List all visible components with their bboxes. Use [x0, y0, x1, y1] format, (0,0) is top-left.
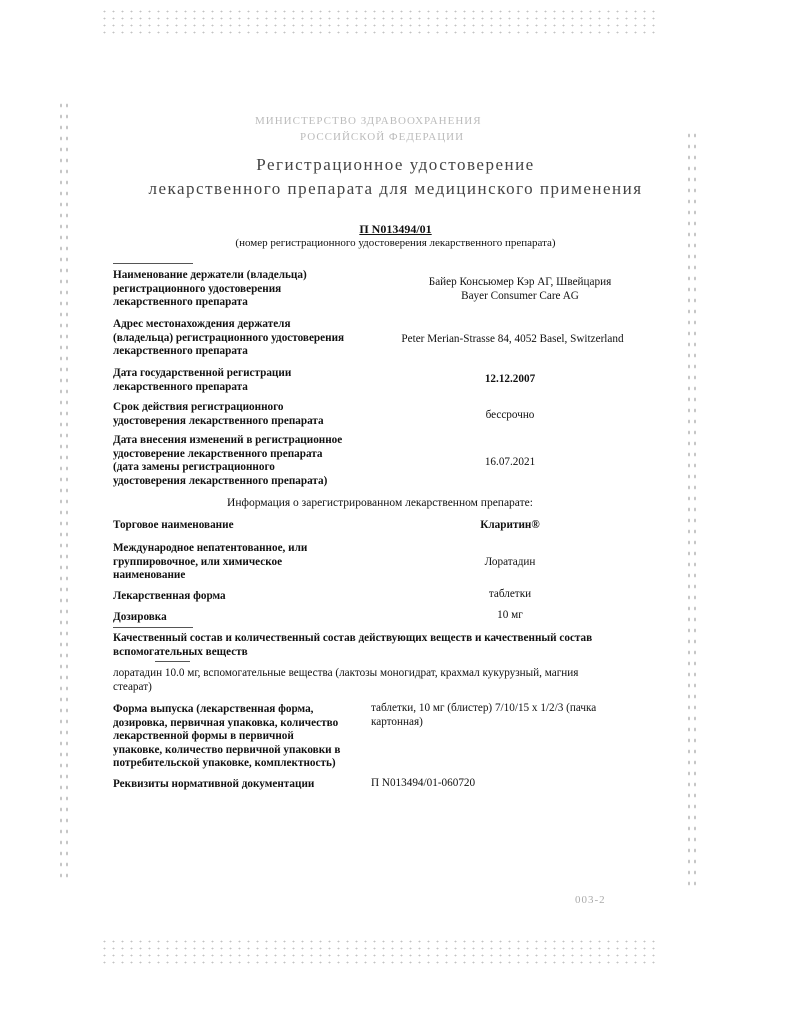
holder-label: Наименование держатели (владельца) регистрационного удостоверения лекарственного препарата [113, 269, 307, 308]
dosage-form-value: таблетки [488, 588, 532, 600]
normative-docs-value: П N013494/01-060720 [371, 777, 476, 789]
validity-label: Срок действия регистрационного удостоверения лекарственного препарата [113, 401, 324, 427]
reg-date-value: 12.12.2007 [484, 373, 536, 385]
dosage-value: 10 мг [497, 609, 523, 621]
document-title-line1: Регистрационное удостоверение [256, 155, 535, 174]
faded-ministry-line2: РОССИЙСКОЙ ФЕДЕРАЦИИ [300, 131, 465, 143]
separator-dash [155, 661, 190, 662]
release-form-label: Форма выпуска (лекарственная форма, дозировка, первичная упаковка, количество лекарственной формы в первичной упаковке, количество первичной упаковки в потребительской упаковке, комплектность) [113, 703, 341, 769]
faded-ministry-line1: МИНИСТЕРСТВО ЗДРАВООХРАНЕНИЯ [255, 115, 482, 127]
scan-noise-bottom [100, 938, 660, 966]
registration-number-note: (номер регистрационного удостоверения лекарственного препарата) [235, 237, 556, 249]
separator-dash [113, 627, 193, 628]
page-mark: 003-2 [575, 894, 606, 906]
composition-value: лоратадин 10.0 мг, вспомогательные вещества (лактозы моногидрат, крахмал кукурузный, магния стеарат) [113, 667, 579, 693]
address-label: Адрес местонахождения держателя (владельца) регистрационного удостоверения лекарственного препарата [113, 318, 345, 357]
holder-value: Байер Консьюмер Кэр АГ, Швейцария Bayer Consumer Care AG [428, 276, 612, 302]
composition-label: Качественный состав и количественный состав действующих веществ и качественный состав вспомогательных веществ [113, 632, 593, 658]
dosage-form-label: Лекарственная форма [113, 590, 226, 602]
document-title-line2: лекарственного препарата для медицинского применения [148, 179, 643, 198]
separator-dash [113, 263, 193, 264]
inn-value: Лоратадин [484, 556, 536, 568]
change-date-value: 16.07.2021 [484, 456, 536, 468]
change-date-label: Дата внесения изменений в регистрационное удостоверение лекарственного препарата (дата замены регистрационного удостоверения лекарственного препарата) [113, 434, 343, 487]
registration-number: П N013494/01 [359, 222, 432, 236]
address-value: Peter Merian-Strasse 84, 4052 Basel, Switzerland [401, 333, 624, 345]
info-heading: Информация о зарегистрированном лекарственном препарате: [227, 497, 533, 509]
release-form-value: таблетки, 10 мг (блистер) 7/10/15 x 1/2/3 (пачка картонная) [371, 702, 597, 728]
normative-docs-label: Реквизиты нормативной документации [113, 778, 315, 790]
reg-date-label: Дата государственной регистрации лекарственного препарата [113, 367, 292, 393]
validity-value: бессрочно [485, 409, 535, 421]
trade-name-value: Кларитин® [480, 519, 540, 531]
dosage-label: Дозировка [113, 611, 167, 623]
trade-name-label: Торговое наименование [113, 519, 234, 531]
scan-noise-left [58, 100, 72, 880]
inn-label: Международное непатентованное, или группировочное, или химическое наименование [113, 542, 308, 581]
scan-noise-top [100, 8, 660, 36]
